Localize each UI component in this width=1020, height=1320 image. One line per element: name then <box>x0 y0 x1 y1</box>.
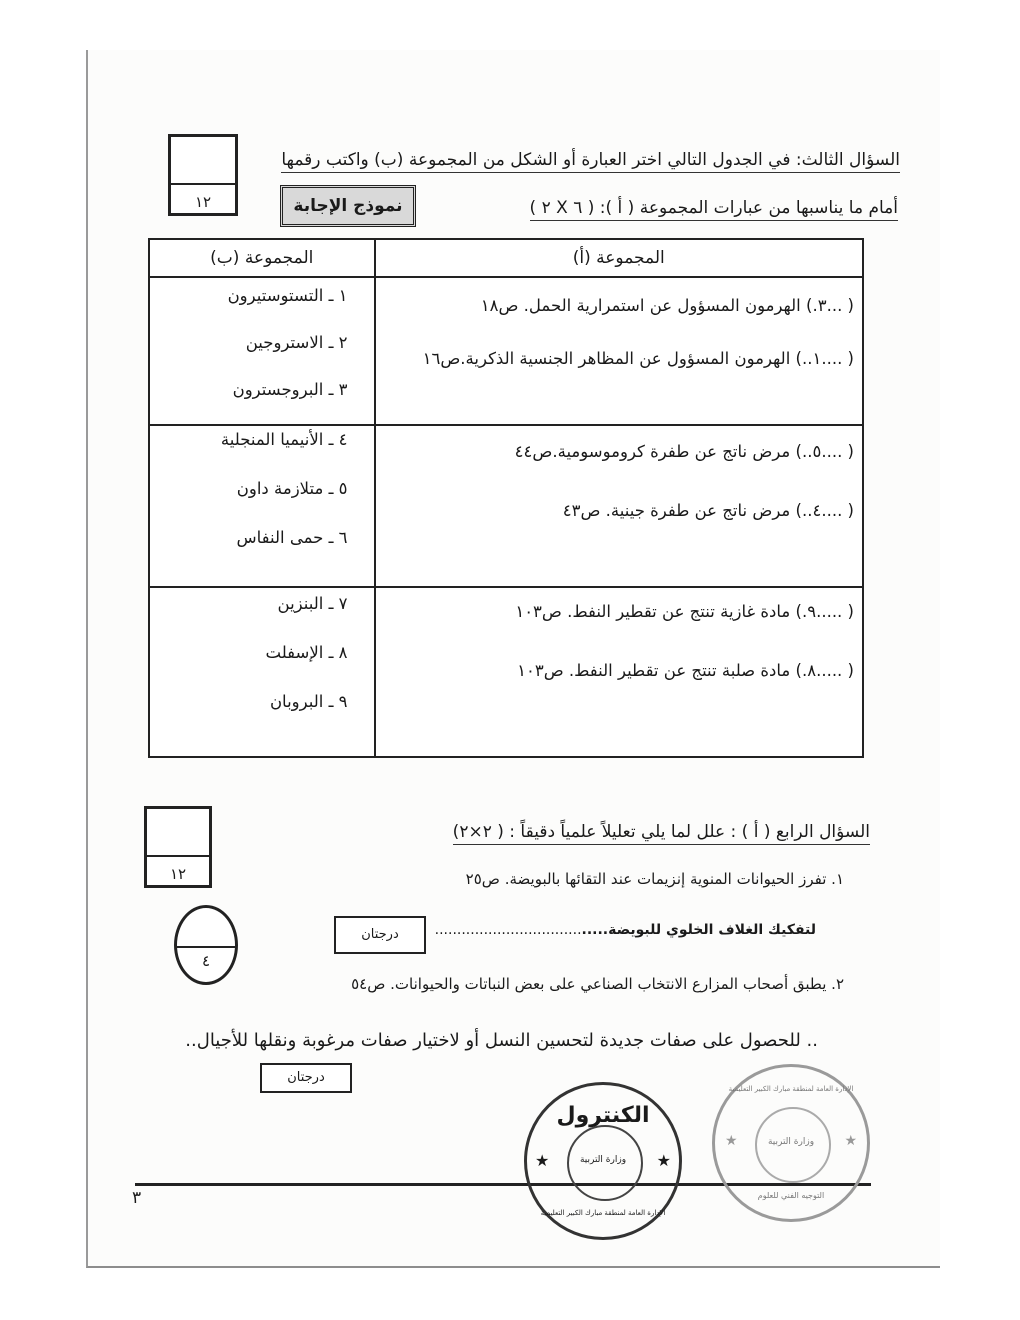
q4-title: السؤال الرابع ( أ ) : علل لما يلي تعليلاً علمياً دقيقاً : ( ٢×٢) <box>453 822 870 842</box>
header-group-a: المجموعة (أ) <box>375 239 863 277</box>
star-icon: ★ <box>535 1151 550 1170</box>
control-stamp <box>524 1082 682 1240</box>
q3-score-box <box>168 134 238 216</box>
control-stamp-ring: الإدارة العامة لمنطقة مبارك الكبير التعليمية <box>540 1209 666 1217</box>
q3-score: ١٢ <box>194 193 212 211</box>
q4-item-1-answer: لتفكيك الغلاف الخلوي للبويضة...................................... <box>434 922 816 938</box>
group-a-item: ( ....٤..) مرض ناتج عن طفرة جينية. ص٤٣ <box>562 501 854 520</box>
q4-item-2-question: ٢. يطبق أصحاب المزارع الانتخاب الصناعي على بعض النباتات والحيوانات. ص٥٤ <box>351 975 844 993</box>
table-header-row <box>149 239 863 277</box>
group-b-item: ٤ ـ الأنيميا المنجلية <box>220 430 348 449</box>
star-icon: ★ <box>844 1133 857 1149</box>
model-answer-badge: نموذج الإجابة <box>280 185 416 227</box>
q3-title: السؤال الثالث: في الجدول التالي اختر العبارة أو الشكل من المجموعة (ب) واكتب رقمها <box>281 150 900 170</box>
group-a-item: ( .....٩.) مادة غازية تنتج عن تقطير النفط. ص١٠٣ <box>515 602 854 621</box>
page-number: ٣ <box>132 1188 142 1208</box>
supervision-stamp-ring: الإدارة العامة لمنطقة مبارك الكبير التعليمية <box>728 1085 854 1093</box>
supervision-stamp-center: وزارة التربية <box>767 1137 815 1147</box>
q4-score-box <box>144 806 212 888</box>
group-b-item: ٢ ـ الاستروجين <box>245 333 348 352</box>
group-a-item: ( ....١..) الهرمون المسؤول عن المظاهر الجنسية الذكرية.ص١٦ <box>422 349 854 368</box>
q3-instruction: أمام ما يناسبها من عبارات المجموعة ( أ ): ( ٦ X ٢ ) <box>530 198 898 218</box>
supervision-stamp <box>712 1064 870 1222</box>
star-icon: ★ <box>656 1151 671 1170</box>
q4-item-1-grade: درجتان <box>334 916 426 954</box>
group-b-item: ٩ ـ البروبان <box>269 692 348 711</box>
group-b-item: ٥ ـ متلازمة داون <box>236 479 348 498</box>
q4-item-1-question: ١. تفرز الحيوانات المنوية إنزيمات عند التقائها بالبويضة. ص٢٥ <box>465 870 844 888</box>
group-b-item: ٧ ـ البنزين <box>277 594 348 613</box>
group-b-item: ٦ ـ حمى النفاس <box>236 528 348 547</box>
group-a-item: ( ....٥..) مرض ناتج عن طفرة كروموسومية.ص٤٤ <box>514 442 854 461</box>
supervision-stamp-bottom: التوجيه الفني للعلوم <box>757 1191 825 1200</box>
matching-table <box>148 238 864 758</box>
q4-item-2-answer: .. للحصول على صفات جديدة لتحسين النسل أو لاختيار صفات مرغوبة ونقلها للأجيال.. <box>185 1030 818 1051</box>
group-b-item: ٨ ـ الإسفلت <box>265 643 348 662</box>
group-b-item: ٣ ـ البروجسترون <box>232 380 348 399</box>
group-b-item: ١ ـ التستوستيرون <box>227 286 348 305</box>
table-row <box>149 425 863 587</box>
group-a-item: ( ...٣.) الهرمون المسؤول عن استمرارية الحمل. ص١٨ <box>480 296 854 315</box>
control-stamp-center: وزارة التربية <box>579 1155 627 1165</box>
table-row <box>149 587 863 757</box>
control-stamp-title: الكنترول <box>556 1103 650 1128</box>
star-icon: ★ <box>725 1133 738 1149</box>
q4-item-2-grade: درجتان <box>260 1063 352 1093</box>
group-a-item: ( .....٨.) مادة صلبة تنتج عن تقطير النفط. ص١٠٣ <box>517 661 854 680</box>
q4-score: ١٢ <box>169 865 187 883</box>
header-group-b: المجموعة (ب) <box>149 239 375 277</box>
table-row <box>149 277 863 425</box>
q4-circle-score: ٤ <box>174 905 238 985</box>
